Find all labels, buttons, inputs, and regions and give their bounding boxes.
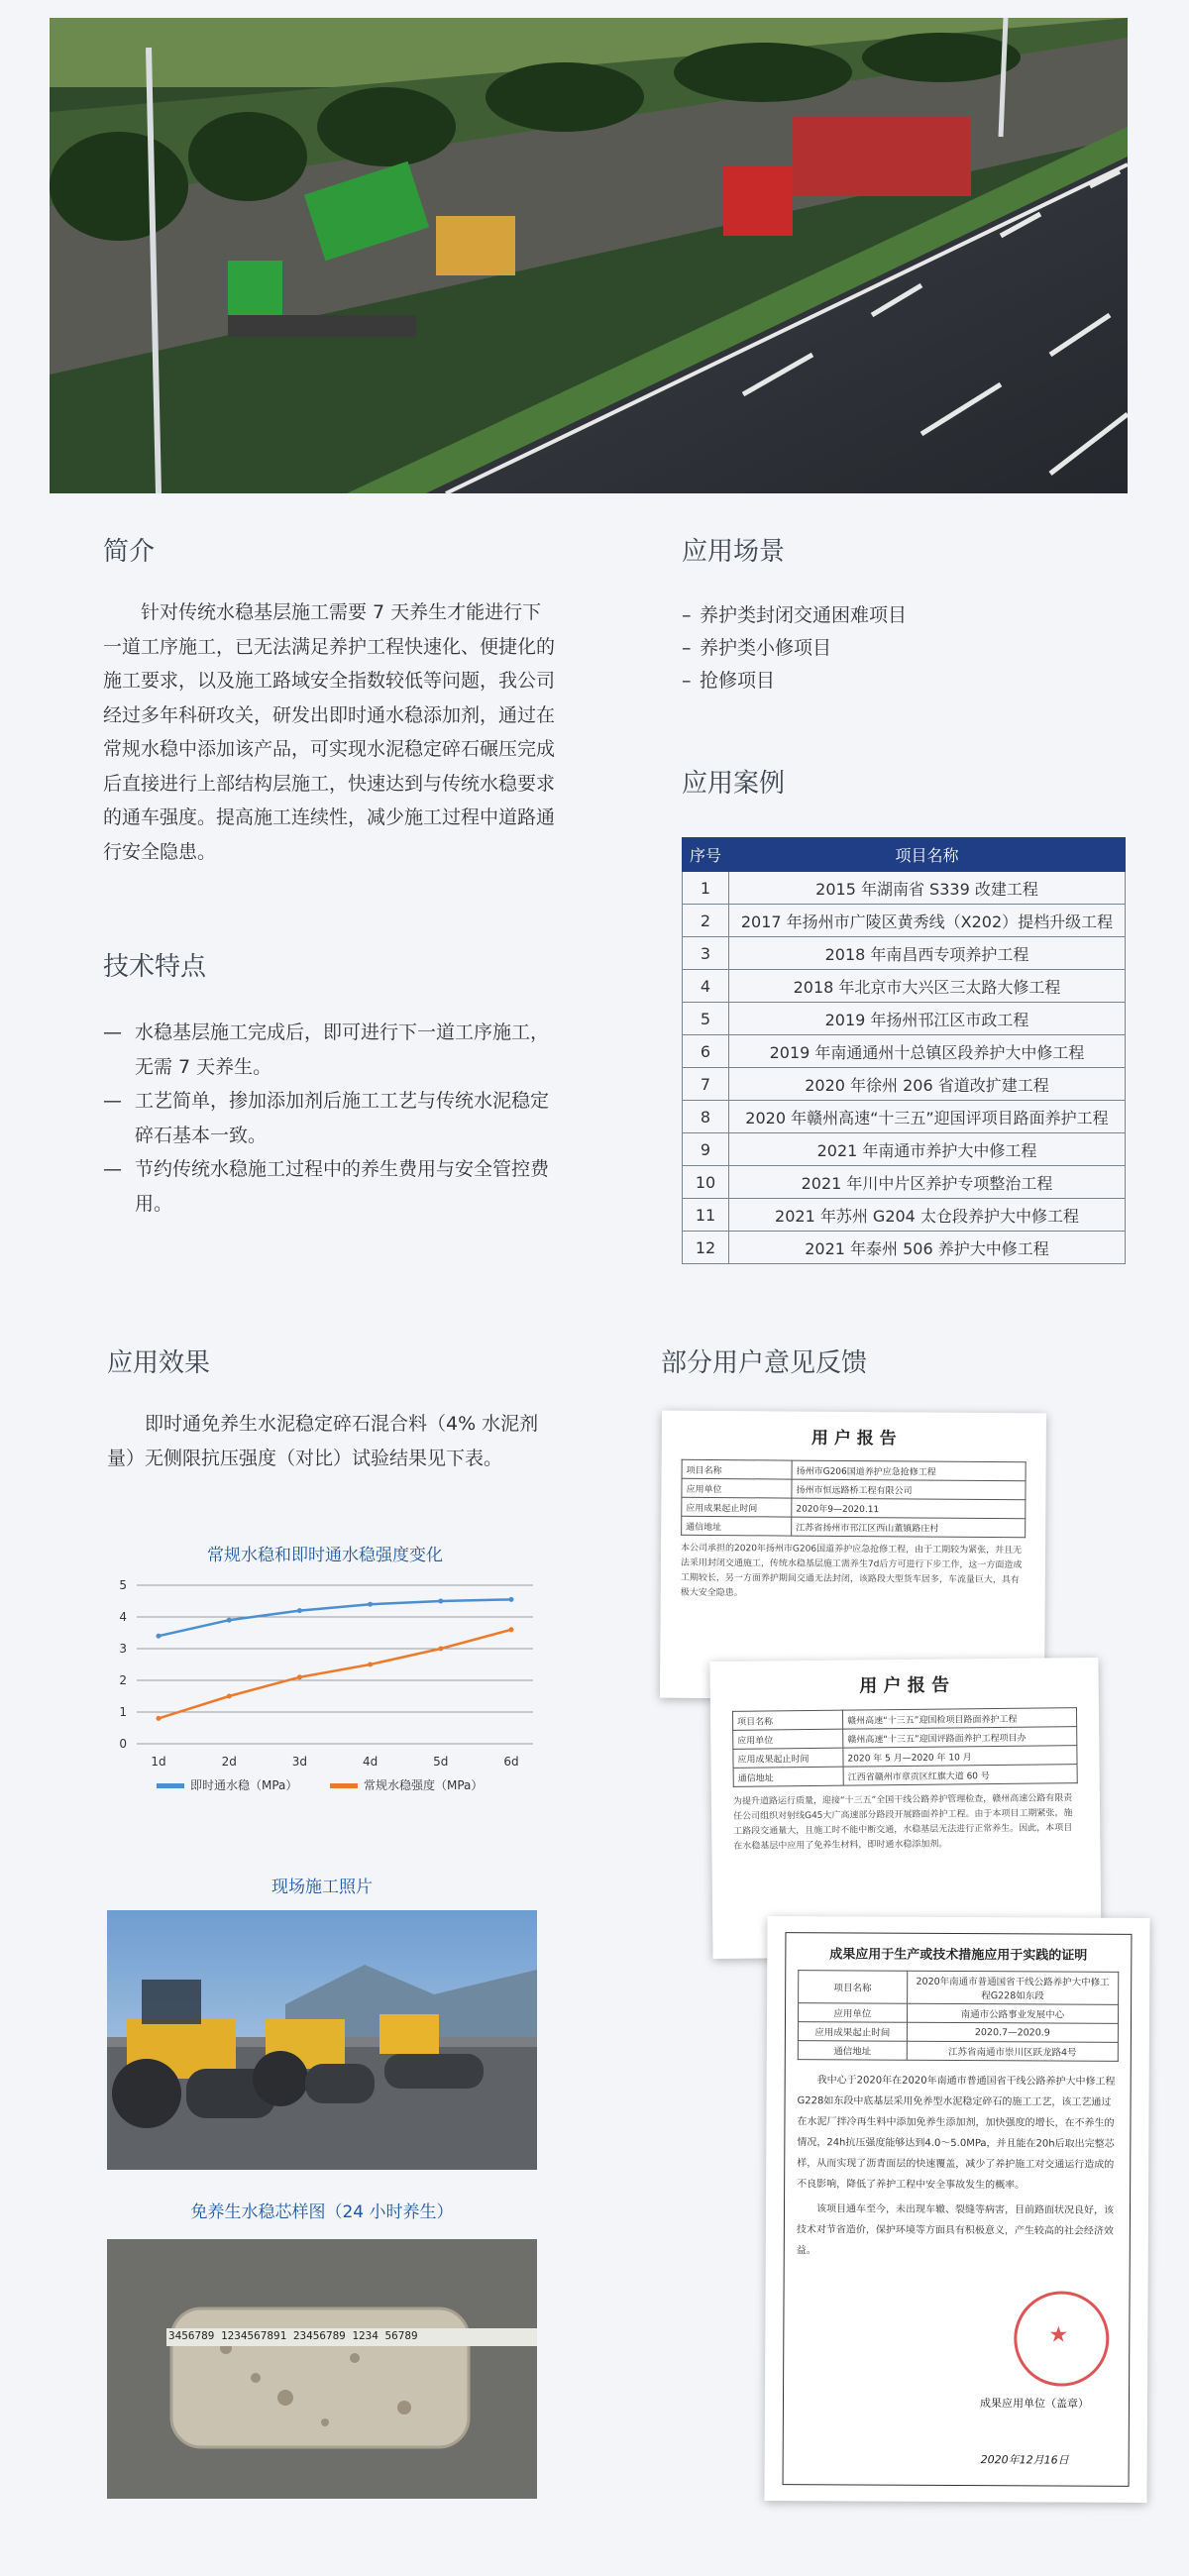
features-title: 技术特点 (103, 952, 207, 982)
data-point-1 (368, 1663, 373, 1667)
doc3-value: 2020年南通市普通国省干线公路养护大中修工程G228如东段 (907, 1971, 1118, 2004)
table-row (683, 1068, 1126, 1101)
table-row (683, 1232, 1126, 1264)
core-photo-caption: 免养生水稳芯样图（24 小时养生） (190, 2202, 454, 2222)
doc3-date: 2020年12月16日 (980, 2453, 1069, 2467)
cell-name: 2021 年泰州 506 养护大中修工程 (729, 1232, 1126, 1264)
data-point-0 (509, 1597, 514, 1602)
doc1-value: 2020年9—2020.11 (792, 1498, 1026, 1519)
cell-index: 11 (683, 1199, 729, 1232)
x-tick-label: 6d (503, 1755, 519, 1769)
table-row (683, 937, 1126, 970)
road-construction-illustration (50, 18, 1128, 493)
doc2-label: 应用成果起止时间 (733, 1748, 843, 1768)
data-point-0 (438, 1599, 443, 1604)
doc1-label: 项目名称 (682, 1459, 792, 1479)
doc1-value: 扬州市恒远路桥工程有限公司 (792, 1479, 1026, 1500)
doc3-label: 应用成果起止时间 (798, 2022, 907, 2042)
y-tick-label: 3 (119, 1642, 127, 1656)
table-row (683, 970, 1126, 1003)
table-row (683, 872, 1126, 905)
doc3-label: 应用单位 (798, 2003, 907, 2023)
legend-swatch-1 (330, 1783, 358, 1788)
doc2-body: 为提升道路运行质量，迎接“十三五”全国干线公路养护管理检查，赣州高速公路有限责任公司组织对射线G45大广高速部分路段开展路面养护工程。由于本项目工期紧张，施工路段交通量大，且施工时不能中断交通，水稳基层无法进行正常养生。因此，本项目在水稳基层中应用了免养生材料，即时通水稳添加剂。 (732, 1793, 1073, 1852)
cases-title: 应用案例 (682, 769, 786, 799)
doc3-label: 通信地址 (798, 2041, 907, 2061)
cell-index: 10 (683, 1166, 729, 1199)
feature-item: — 水稳基层施工完成后，即可进行下一道工序施工，无需 7 天养生。 (103, 1021, 550, 1078)
data-point-1 (227, 1694, 232, 1699)
cell-name: 2019 年扬州邗江区市政工程 (729, 1003, 1126, 1035)
cell-name: 2021 年川中片区养护专项整治工程 (729, 1166, 1126, 1199)
user-report-doc-2 (709, 1658, 1101, 1959)
series-line-1 (159, 1630, 511, 1719)
doc1-title: 用 户 报 告 (811, 1428, 897, 1449)
feature-item: — 节约传统水稳施工过程中的养生费用与安全管控费用。 (103, 1158, 550, 1215)
data-point-1 (438, 1647, 443, 1652)
legend-label-1: 常规水稳强度（MPa） (364, 1778, 484, 1792)
doc2-label: 项目名称 (732, 1710, 842, 1730)
x-tick-label: 3d (291, 1755, 308, 1769)
cell-index: 7 (683, 1068, 729, 1101)
effects-title: 应用效果 (107, 1348, 211, 1378)
cell-name: 2017 年扬州市广陵区黄秀线（X202）提档升级工程 (729, 905, 1126, 937)
doc3-body2: 该项目通车至今，未出现车辙、裂缝等病害，目前路面状况良好，该技术对节省造价，保护环境等方面具有积极意义，产生较高的社会经济效益。 (796, 2203, 1115, 2257)
doc1-value: 扬州市G206国道养护应急抢修工程 (792, 1460, 1026, 1481)
seal-star-icon: ★ (1048, 2322, 1069, 2348)
hero-photo (50, 18, 1128, 493)
doc2-value: 2020 年 5 月—2020 年 10 月 (843, 1746, 1077, 1767)
intro-title: 简介 (103, 537, 156, 567)
legend-label-0: 即时通水稳（MPa） (190, 1778, 298, 1792)
x-tick-label: 2d (221, 1755, 237, 1769)
cell-name: 2020 年徐州 206 省道改扩建工程 (729, 1068, 1126, 1101)
cell-index: 2 (683, 905, 729, 937)
intro-text: 针对传统水稳基层施工需要 7 天养生才能进行下一道工序施工，已无法满足养护工程快速化、便捷化的施工要求，以及施工路域安全指数较低等问题，我公司经过多年科研攻关，研发出即时通水稳添加剂，通过在常规水稳中添加该产品，可实现水泥稳定碎石碾压完成后直接进行上部结构层施工，快速达到与传统水稳要求的通车强度。提高施工连续性，减少施工过程中道路通行安全隐患。 (103, 601, 556, 863)
doc2-table (732, 1707, 1078, 1787)
y-tick-label: 1 (119, 1705, 127, 1719)
cell-name: 2021 年南通市养护大中修工程 (729, 1133, 1126, 1166)
doc2-label: 通信地址 (733, 1767, 843, 1786)
table-row (683, 1166, 1126, 1199)
effects-text: 即时通免养生水泥稳定碎石混合料（4% 水泥剂量）无侧限抗压强度（对比）试验结果见下表。 (107, 1413, 539, 1469)
doc2-label: 应用单位 (733, 1729, 843, 1749)
ruler-digits: 3456789 1234567891 23456789 1234 56789 (168, 2329, 418, 2342)
doc1-body: 本公司承担的2020年扬州市G206国道养护应急抢修工程，由于工期较为紧张，并且无法采用封闭交通施工，传统水稳基层施工需养生7d后方可进行下步工作，这一方面造成工期较长，另一方面养护期间交通无法封闭，该路段大型货车居多，车流量巨大，具有极大安全隐患。 (680, 1543, 1023, 1599)
table-row (683, 1101, 1126, 1133)
cell-index: 3 (683, 937, 729, 970)
cell-name: 2019 年南通通州十总镇区段养护大中修工程 (729, 1035, 1126, 1068)
table-row (683, 1199, 1126, 1232)
data-point-0 (157, 1634, 162, 1639)
doc3-value: 南通市公路事业发展中心 (907, 2003, 1118, 2023)
cell-index: 1 (683, 872, 729, 905)
cell-index: 5 (683, 1003, 729, 1035)
y-tick-label: 2 (119, 1673, 127, 1687)
data-point-1 (297, 1674, 302, 1679)
feature-item: — 工艺简单，掺加添加剂后施工工艺与传统水泥稳定碎石基本一致。 (103, 1090, 550, 1146)
cell-name: 2018 年北京市大兴区三太路大修工程 (729, 970, 1126, 1003)
cell-name: 2015 年湖南省 S339 改建工程 (729, 872, 1126, 905)
y-tick-label: 0 (119, 1737, 127, 1751)
y-tick-label: 4 (119, 1610, 127, 1624)
doc1-label: 通信地址 (682, 1516, 792, 1536)
doc2-title: 用 户 报 告 (859, 1674, 950, 1697)
data-point-1 (157, 1716, 162, 1721)
data-point-0 (227, 1618, 232, 1623)
doc2-value: 赣州高速“十三五”迎国评路面养护工程项目办 (843, 1727, 1077, 1748)
doc3-table (798, 1970, 1119, 2062)
col-header-index: 序号 (683, 838, 729, 872)
core-sample-illustration (107, 2239, 537, 2499)
doc1-value: 江苏省扬州市邗江区西山董镇路庄村 (792, 1517, 1026, 1538)
table-row (683, 905, 1126, 937)
doc3-body: 我中心于2020年在2020年南通市普通国省干线公路养护大中修工程G228如东段中底基层采用免养型水泥稳定碎石的施工工艺，该工艺通过在水泥厂拌冷再生料中添加免养生添加剂，加快强度的增长，在不养生的情况，24h抗压强度能够达到4.0～5.0MPa，并且能在20h后取出完整芯样，从而实现了沥青面层的快速覆盖，减少了养护施工对交通运行造成的不良影响，降低了养护工程中安全事故发生的概率。 (797, 2075, 1116, 2192)
site-photo (107, 1910, 537, 2170)
cell-name: 2020 年赣州高速“十三五”迎国评项目路面养护工程 (729, 1101, 1126, 1133)
table-row (683, 1003, 1126, 1035)
scenarios-list (682, 599, 1128, 698)
scenario-item: – 抢修项目 (682, 670, 776, 692)
doc3-sign: 成果应用单位（盖章） (979, 2397, 1090, 2411)
scenario-item: – 养护类小修项目 (682, 637, 832, 659)
doc1-label: 应用成果起止时间 (682, 1497, 792, 1517)
cell-name: 2018 年南昌西专项养护工程 (729, 937, 1126, 970)
doc1-table (681, 1459, 1027, 1538)
data-point-1 (509, 1627, 514, 1632)
x-tick-label: 5d (433, 1755, 449, 1769)
scenarios-title: 应用场景 (682, 537, 786, 567)
cell-index: 8 (683, 1101, 729, 1133)
col-header-name: 项目名称 (729, 838, 1126, 872)
cell-index: 9 (683, 1133, 729, 1166)
features-list (103, 1016, 555, 1221)
feedback-title: 部分用户意见反馈 (661, 1348, 868, 1378)
scenario-item: – 养护类封闭交通困难项目 (682, 604, 908, 626)
doc3-title: 成果应用于生产或技术措施应用于实践的证明 (829, 1947, 1088, 1964)
proof-certificate-doc (764, 1916, 1149, 2503)
x-tick-label: 4d (362, 1755, 378, 1769)
y-tick-label: 5 (119, 1578, 127, 1592)
red-seal-stamp (1014, 2291, 1110, 2387)
legend-swatch-0 (157, 1783, 184, 1788)
doc1-label: 应用单位 (682, 1478, 792, 1498)
cell-index: 4 (683, 970, 729, 1003)
table-row (683, 1035, 1126, 1068)
x-tick-label: 1d (151, 1755, 166, 1769)
site-photo-caption: 现场施工照片 (271, 1878, 373, 1897)
cases-table-wrap (682, 837, 1126, 1264)
doc2-value: 赣州高速“十三五”迎国检项目路面养护工程 (842, 1708, 1076, 1729)
user-report-doc-1 (660, 1411, 1046, 1701)
cases-table (682, 837, 1126, 1264)
cell-index: 6 (683, 1035, 729, 1068)
cell-name: 2021 年苏州 G204 太仓段养护大中修工程 (729, 1199, 1126, 1232)
doc3-value: 江苏省南通市崇川区跃龙路4号 (907, 2041, 1118, 2061)
chart-title: 常规水稳和即时通水稳强度变化 (207, 1546, 443, 1565)
doc2-value: 江西省赣州市章贡区红旗大道 60 号 (843, 1765, 1077, 1785)
table-row (683, 1133, 1126, 1166)
core-photo (107, 2239, 537, 2499)
series-line-0 (159, 1599, 511, 1636)
cell-index: 12 (683, 1232, 729, 1264)
roller-machines-illustration (107, 1910, 537, 2170)
data-point-0 (368, 1602, 373, 1607)
data-point-0 (297, 1608, 302, 1613)
doc3-label: 项目名称 (799, 1971, 908, 2004)
doc3-value: 2020.7—2020.9 (907, 2022, 1118, 2042)
strength-line-chart (107, 1565, 543, 1813)
